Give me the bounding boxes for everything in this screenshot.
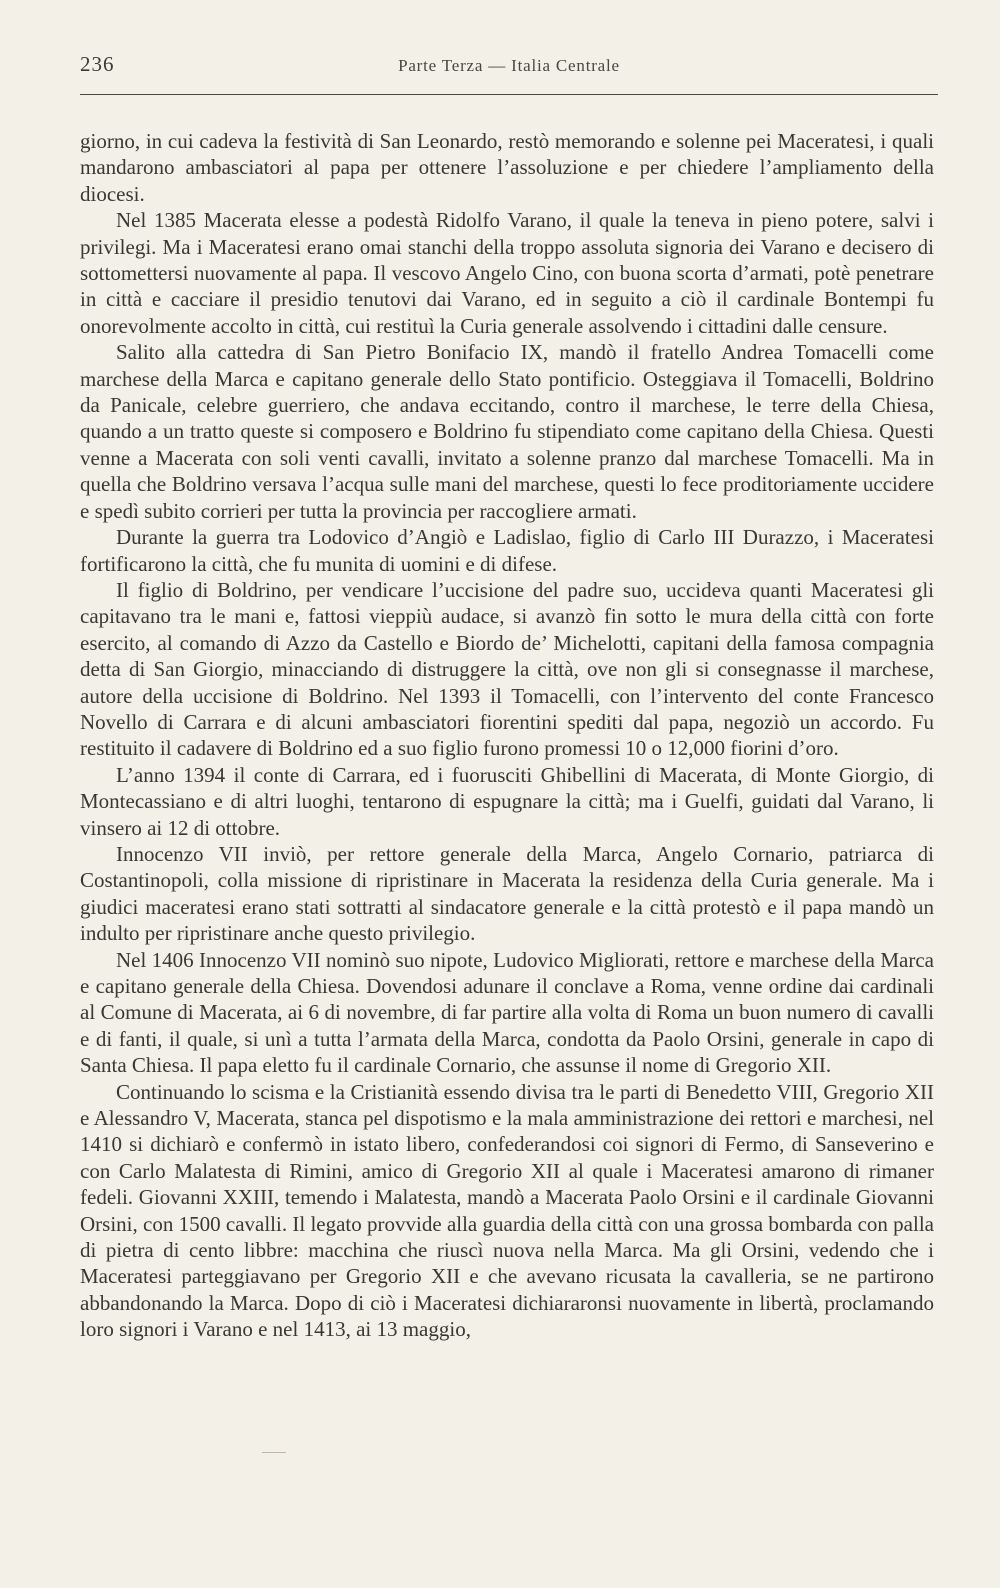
running-head: Parte Terza — Italia Centrale (398, 56, 620, 75)
paragraph: Nel 1406 Innocenzo VII nominò suo nipote, Ludovico Migliorati, rettore e marchese della Marca e capitano generale della Chiesa. Dovendosi adunare il conclave a Roma, venne ordine dai cardinali al Comune di Macerata, ai 6 di novembre, di far partire alla volta di Roma un buon numero di cavalli e di fanti, il quale, si unì a tutta l’armata della Marca, condotta da Paolo Orsini, generale in capo di Santa Chiesa. Il papa eletto fu il cardinale Cornario, che assunse il nome di Gregorio XII. (80, 947, 934, 1078)
footer-mark (262, 1452, 286, 1453)
paragraph: Salito alla cattedra di San Pietro Bonifacio IX, mandò il fratello Andrea Tomacelli come marchese della Marca e capitano generale dello Stato pontificio. Osteggiava il Tomacelli, Boldrino da Panicale, celebre guerriero, che andava eccitando, contro il marchese, le terre della Chiesa, quando a un tratto queste si composero e Boldrino fu stipendiato come capitano della Chiesa. Questi venne a Macerata con soli venti cavalli, invitato a solenne pranzo dal marchese Tomacelli. Ma in quella che Boldrino versava l’acqua sulle mani del marchese, questi lo fece proditoriamente uccidere e spedì subito corrieri per tutta la provincia per raccogliere armati. (80, 340, 934, 523)
paragraph: Innocenzo VII inviò, per rettore generale della Marca, Angelo Cornario, patriarca di Costantinopoli, colla missione di ripristinare in Macerata la residenza della Curia generale. Ma i giudici maceratesi erano stati sottratti al sindacatore generale e la città protestò e il papa mandò un indulto per ripristinare anche questo privilegio. (80, 841, 934, 946)
paragraph: Continuando lo scisma e la Cristianità essendo divisa tra le parti di Benedetto VIII, Gregorio XII e Alessandro V, Macerata, stanca pel dispotismo e la mala amministrazione dei rettori e marchesi, nel 1410 si dichiarò e confermò in istato libero, confederandosi coi signori di Fermo, di Sanseverino e con Carlo Malatesta di Rimini, amico di Gregorio XII al quale i Maceratesi amarono di rimaner fedeli. Giovanni XXIII, temendo i Malatesta, mandò a Macerata Paolo Orsini e il cardinale Giovanni Orsini, con 1500 cavalli. Il legato provvide alla guardia della città con una grossa bombarda con palla di pietra di cento libbre: macchina che riuscì nuova nella Marca. Ma gli Orsini, vedendo che i Maceratesi parteggiavano per Gregorio XII e che avevano ricusata la cavalleria, se ne partirono abbandonando la Marca. Dopo di ciò i Maceratesi dichiararonsi nuovamente in libertà, proclamando loro signori i Varano e nel 1413, ai 13 maggio, (80, 1079, 934, 1342)
paragraph: Nel 1385 Macerata elesse a podestà Ridolfo Varano, il quale la teneva in pieno potere, salvi i privilegi. Ma i Maceratesi erano omai stanchi della troppo assoluta signoria dei Varano e decisero di sottomettersi nuovamente al papa. Il vescovo Angelo Cino, con buona scorta d’armati, potè penetrare in città e cacciare il presidio tenutovi dai Varano, ed in seguito a ciò il cardinale Bontempi fu onorevolmente accolto in città, cui restituì la Curia generale assolvendo i cittadini dalle censure. (80, 208, 934, 338)
page-header (80, 52, 938, 92)
paragraph: giorno, in cui cadeva la festività di San Leonardo, restò memorando e solenne pei Maceratesi, i quali mandarono ambasciatori al papa per ottenere l’assoluzione e per chiedere l’ampliamento della diocesi. (80, 129, 934, 206)
paragraph: L’anno 1394 il conte di Carrara, ed i fuorusciti Ghibellini di Macerata, di Monte Giorgio, di Montecassiano e di altri luoghi, tentarono di espugnare la città; ma i Guelfi, guidati dal Varano, li vinsero ai 12 di ottobre. (80, 762, 934, 840)
paragraph: Il figlio di Boldrino, per vendicare l’uccisione del padre suo, uccideva quanti Maceratesi gli capitavano tra le mani e, fattosi vieppiù audace, si avanzò fin sotto le mura della città con forte esercito, al comando di Azzo da Castello e Biordo de’ Michelotti, capitani della famosa compagnia detta di San Giorgio, minacciando di distruggere la città, ove non gli si consegnasse il marchese, autore della uccisione di Boldrino. Nel 1393 il Tomacelli, con l’intervento del conte Francesco Novello di Carrara e di alcuni ambasciatori fiorentini spediti dal papa, negoziò un accordo. Fu restituito il cadavere di Boldrino ed a suo figlio furono promessi 10 o 12,000 fiorini d’oro. (80, 577, 934, 761)
paragraph: Durante la guerra tra Lodovico d’Angiò e Ladislao, figlio di Carlo III Durazzo, i Maceratesi fortificarono la città, che fu munita di uomini e di difese. (80, 525, 934, 576)
header-rule (80, 94, 938, 95)
body-text (80, 128, 934, 1343)
page-number: 236 (80, 52, 115, 76)
